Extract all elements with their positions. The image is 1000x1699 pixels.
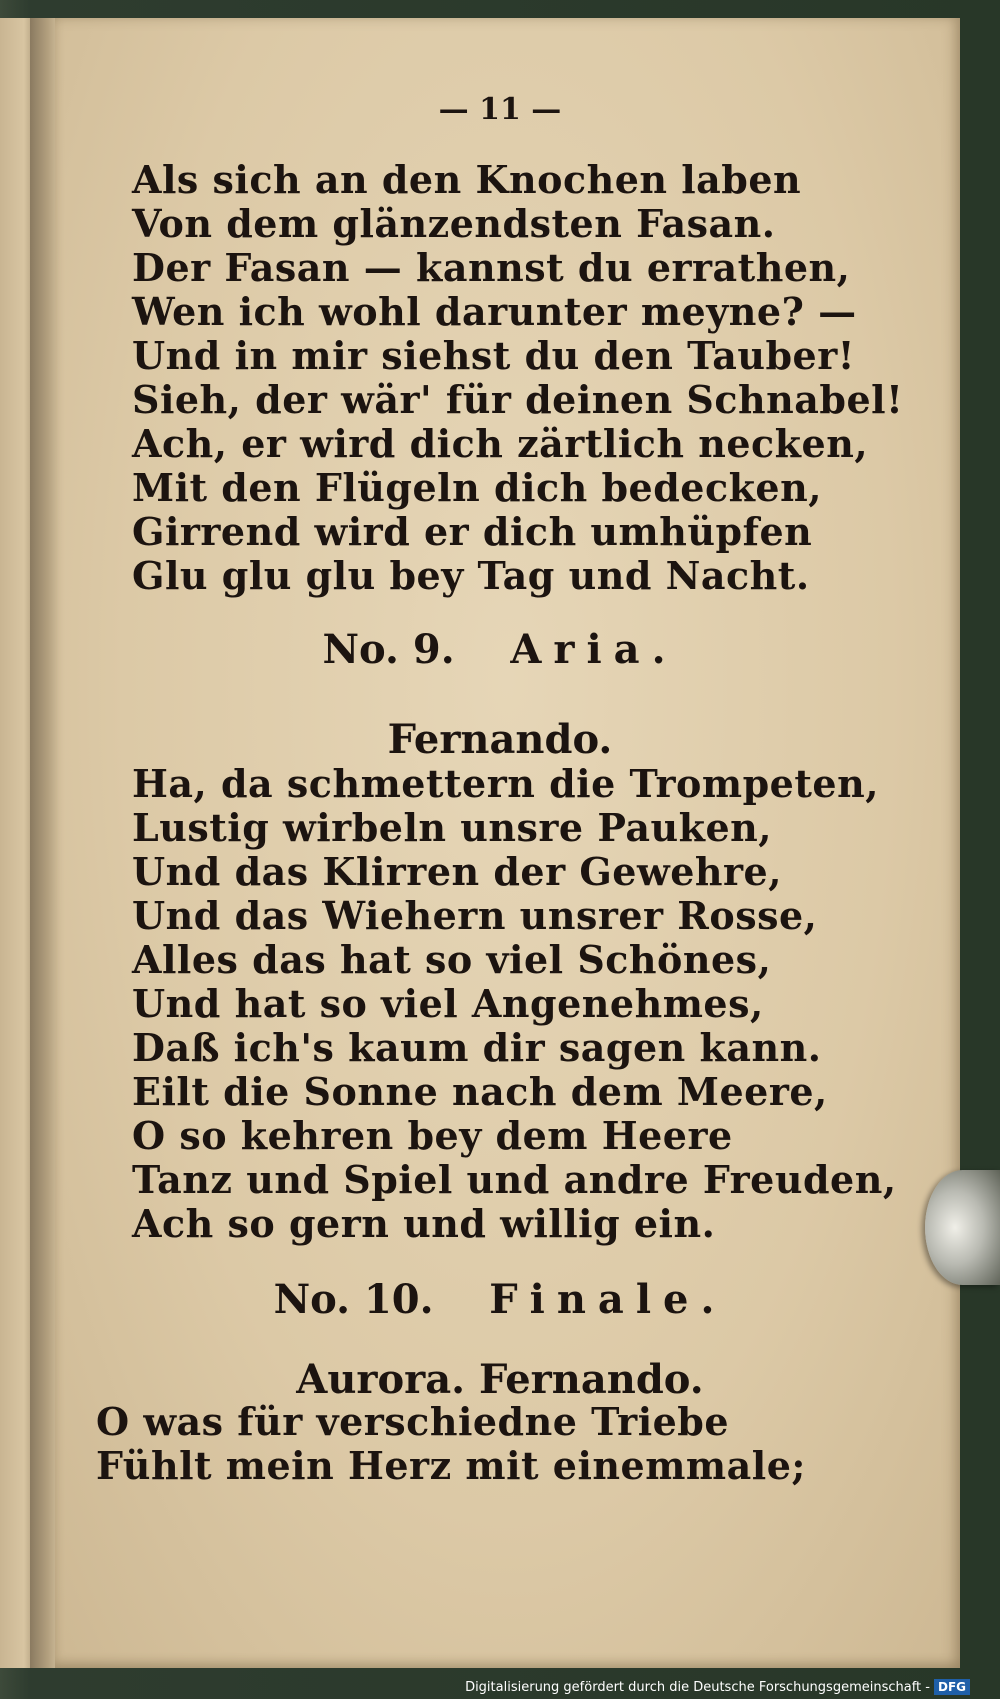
verse-line: Ach, er wird dich zärtlich necken, bbox=[132, 421, 869, 466]
verse-line: Fühlt mein Herz mit einemmale; bbox=[96, 1443, 806, 1488]
finale-heading bbox=[0, 1276, 1000, 1323]
footer-text: Digitalisierung gefördert durch die Deutsche Forschungsgemeinschaft - bbox=[465, 1680, 930, 1695]
verse-line: Sieh, der wär' für deinen Schnabel! bbox=[132, 377, 904, 422]
aria-title: Aria. bbox=[510, 626, 678, 673]
verse-line: Glu glu glu bey Tag und Nacht. bbox=[132, 553, 810, 598]
aria-speaker: Fernando. bbox=[387, 716, 613, 763]
verse-line: Als sich an den Knochen laben bbox=[132, 157, 802, 202]
verse-line: Mit den Flügeln dich bedecken, bbox=[132, 465, 822, 510]
aria-number: No. 9. bbox=[322, 626, 455, 673]
verse-line: Lustig wirbeln unsre Pauken, bbox=[132, 805, 772, 850]
verse-line: Und das Wiehern unsrer Rosse, bbox=[132, 893, 818, 938]
verse-line: Und das Klirren der Gewehre, bbox=[132, 849, 782, 894]
verse-line: Wen ich wohl darunter meyne? — bbox=[132, 289, 857, 334]
finale-speakers: Aurora. Fernando. bbox=[296, 1356, 704, 1403]
footer-credit bbox=[465, 1679, 970, 1695]
verse-line: O so kehren bey dem Heere bbox=[132, 1113, 733, 1158]
verse-line: Von dem glänzendsten Fasan. bbox=[132, 201, 776, 246]
page-number: — 11 — bbox=[438, 92, 562, 127]
finale-title: Finale. bbox=[489, 1276, 727, 1323]
verse-line: Und in mir siehst du den Tauber! bbox=[132, 333, 855, 378]
verse-line: Daß ich's kaum dir sagen kann. bbox=[132, 1025, 822, 1070]
finale-number: No. 10. bbox=[273, 1276, 434, 1323]
verse-line: Girrend wird er dich umhüpfen bbox=[132, 509, 813, 554]
verse-line: Eilt die Sonne nach dem Meere, bbox=[132, 1069, 828, 1114]
aria-heading bbox=[0, 626, 1000, 673]
dfg-logo: DFG bbox=[934, 1679, 970, 1695]
verse-line: Tanz und Spiel und andre Freuden, bbox=[132, 1157, 897, 1202]
verse-line: Der Fasan — kannst du errathen, bbox=[132, 245, 851, 290]
verse-line: O was für verschiedne Triebe bbox=[96, 1399, 730, 1444]
verse-line: Ha, da schmettern die Trompeten, bbox=[132, 761, 879, 806]
verse-line: Und hat so viel Angenehmes, bbox=[132, 981, 764, 1026]
verse-line: Ach so gern und willig ein. bbox=[132, 1201, 716, 1246]
verse-line: Alles das hat so viel Schönes, bbox=[132, 937, 772, 982]
